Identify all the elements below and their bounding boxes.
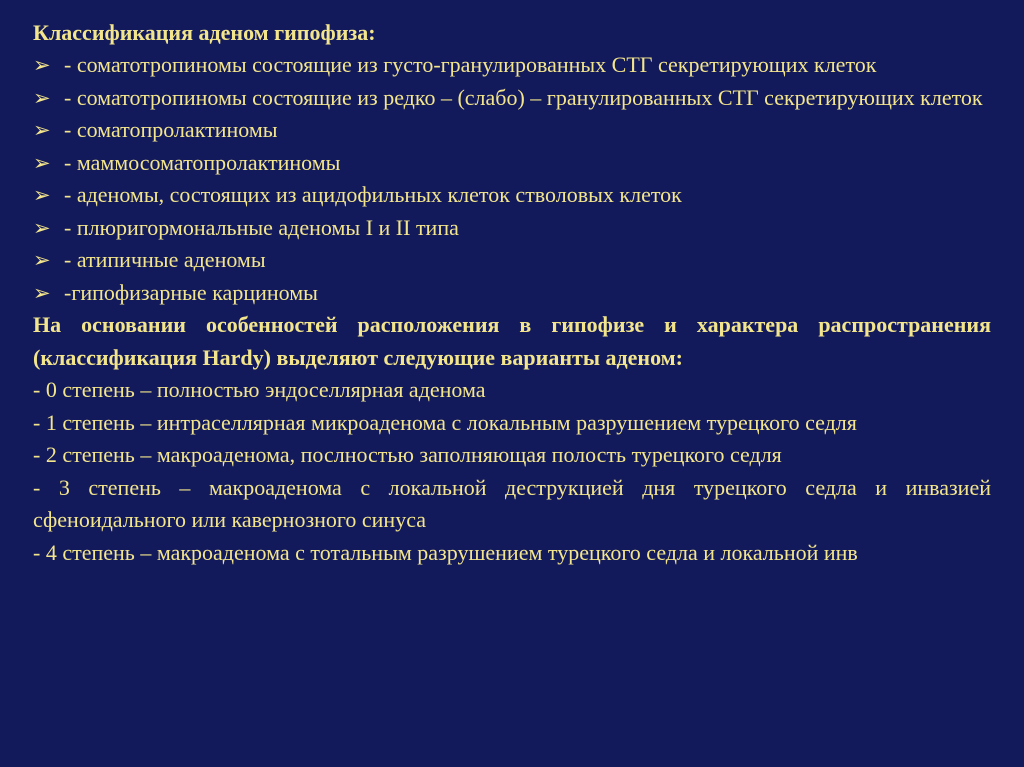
list-item	[33, 114, 991, 147]
arrow-bullet-icon: ➢	[33, 150, 51, 175]
grade-item: - 2 степень – макроаденома, послностью заполняющая полость турецкого седля	[33, 442, 782, 467]
arrow-bullet-icon: ➢	[33, 118, 51, 142]
arrow-bullet-icon: ➢	[33, 248, 51, 272]
list-item	[33, 277, 991, 310]
list-item-text: - соматотропиномы состоящие из редко – (слабо) – гранулированных СТГ секретирующих клеток	[64, 84, 983, 110]
list-item-text: - соматотропиномы состоящие из густо-гранулированных СТГ секретирующих клеток	[64, 52, 877, 77]
hardy-intro-paragraph: На основании особенностей расположения в гипофизе и характера распространения (классификация Hardy) выделяют следующие варианты аденом:	[33, 312, 991, 370]
list-item	[33, 212, 991, 245]
classification-list	[33, 49, 991, 309]
list-item	[33, 179, 991, 212]
list-item	[33, 49, 991, 82]
slide-title: Классификация аденом гипофиза:	[33, 20, 376, 45]
list-item-text: - аденомы, состоящих из ацидофильных клеток стволовых клеток	[64, 182, 682, 207]
grade-item: - 1 степень – интраселлярная микроаденома с локальным разрушением турецкого седля	[33, 409, 857, 435]
list-item-text: - маммосоматопролактиномы	[64, 149, 341, 175]
list-item-text: - атипичные аденомы	[64, 247, 266, 272]
arrow-bullet-icon: ➢	[33, 183, 51, 207]
list-item	[33, 82, 991, 115]
list-item	[33, 244, 991, 277]
list-item-text: -гипофизарные карциномы	[64, 279, 318, 305]
arrow-bullet-icon: ➢	[33, 85, 51, 110]
arrow-bullet-icon: ➢	[33, 280, 51, 305]
grade-item: - 3 степень – макроаденома с локальной деструкцией дня турецкого седла и инвазией сфеноидального или кавернозного синуса	[33, 474, 991, 532]
hardy-grades-list	[33, 374, 991, 569]
list-item-text: - соматопролактиномы	[64, 117, 278, 142]
list-item-text: - плюригормональные аденомы I и II типа	[64, 214, 459, 240]
grade-item: - 0 степень – полностью эндоселлярная аденома	[33, 377, 486, 402]
arrow-bullet-icon: ➢	[33, 53, 51, 77]
grade-item: - 4 степень – макроаденома с тотальным разрушением турецкого седла и локальной инв	[33, 539, 858, 565]
list-item	[33, 147, 991, 180]
arrow-bullet-icon: ➢	[33, 215, 51, 240]
